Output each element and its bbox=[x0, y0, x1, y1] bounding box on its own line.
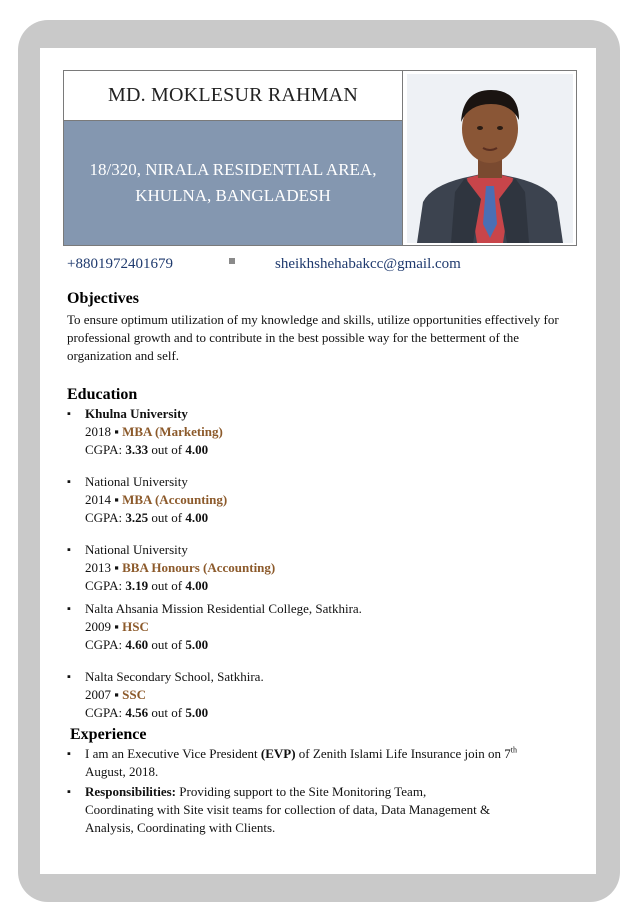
institution-name: Nalta Ahsania Mission Residential College, Satkhira. bbox=[85, 601, 362, 616]
objectives-text: To ensure optimum utilization of my knowledge and skills, utilize opportunities effectively for professional growth and to contribute in the best possible way for the betterment of the organization and self. bbox=[67, 312, 559, 363]
degree-name: HSC bbox=[122, 619, 149, 634]
bullet-mark: ▪ bbox=[67, 476, 71, 488]
contact-line bbox=[67, 256, 577, 276]
candidate-name: MD. MOKLESUR RAHMAN bbox=[64, 71, 403, 121]
education-heading: Education bbox=[67, 386, 138, 403]
institution-name: Nalta Secondary School, Satkhira. bbox=[85, 669, 264, 684]
cgpa-value: 4.60 bbox=[125, 637, 149, 652]
degree-name: MBA (Marketing) bbox=[122, 424, 223, 439]
year-degree-separator: ▪ bbox=[111, 619, 123, 634]
degree-name: SSC bbox=[122, 687, 146, 702]
year-degree-separator: ▪ bbox=[111, 560, 123, 575]
cgpa-out-of: out of bbox=[148, 705, 186, 720]
degree-name: BBA Honours (Accounting) bbox=[122, 560, 276, 575]
address-line-1: 18/320, NIRALA RESIDENTIAL AREA, bbox=[89, 160, 377, 179]
cgpa-value: 3.33 bbox=[125, 442, 149, 457]
cgpa-out-of: out of bbox=[148, 637, 186, 652]
address-line-2: KHULNA, BANGLADESH bbox=[135, 186, 331, 205]
responsibilities-line-1: Providing support to the Site Monitoring Team, bbox=[176, 784, 427, 799]
ordinal-suffix: th bbox=[510, 745, 517, 755]
education-year: 2013 bbox=[85, 560, 111, 575]
institution-name: Khulna University bbox=[85, 406, 188, 421]
cgpa-scale: 4.00 bbox=[185, 442, 209, 457]
cgpa-scale: 5.00 bbox=[185, 705, 209, 720]
cgpa-out-of: out of bbox=[148, 442, 186, 457]
profile-photo bbox=[407, 74, 573, 243]
cgpa-scale: 4.00 bbox=[185, 510, 209, 525]
year-degree-separator: ▪ bbox=[111, 687, 123, 702]
education-year: 2009 bbox=[85, 619, 111, 634]
bullet-mark: ▪ bbox=[67, 786, 71, 798]
bullet-mark: ▪ bbox=[67, 603, 71, 615]
cgpa-label: CGPA: bbox=[85, 510, 126, 525]
experience-text-mid: of Zenith Islami Life Insurance join on 7 bbox=[295, 746, 511, 761]
cgpa-label: CGPA: bbox=[85, 705, 126, 720]
cgpa-value: 3.19 bbox=[125, 578, 149, 593]
bullet-mark: ▪ bbox=[67, 748, 71, 760]
institution-name: National University bbox=[85, 542, 188, 557]
cgpa-out-of: out of bbox=[148, 510, 186, 525]
year-degree-separator: ▪ bbox=[111, 492, 123, 507]
cgpa-scale: 4.00 bbox=[185, 578, 209, 593]
cgpa-value: 3.25 bbox=[125, 510, 149, 525]
responsibilities-line-2: Coordinating with Site visit teams for collection of data, Data Management & bbox=[85, 802, 491, 817]
education-year: 2007 bbox=[85, 687, 111, 702]
bullet-mark: ▪ bbox=[67, 408, 71, 420]
cgpa-out-of: out of bbox=[148, 578, 186, 593]
experience-text-start: I am an Executive Vice President bbox=[85, 746, 261, 761]
profile-photo-image bbox=[407, 74, 573, 243]
year-degree-separator: ▪ bbox=[111, 424, 123, 439]
responsibilities-line-3: Analysis, Coordinating with Clients. bbox=[85, 820, 276, 835]
phone-number[interactable]: +8801972401679 bbox=[67, 256, 173, 272]
institution-name: National University bbox=[85, 474, 188, 489]
bullet-mark: ▪ bbox=[67, 544, 71, 556]
cgpa-label: CGPA: bbox=[85, 442, 126, 457]
email-address[interactable]: sheikhshehabakcc@gmail.com bbox=[275, 256, 461, 272]
cgpa-value: 4.56 bbox=[125, 705, 149, 720]
contact-separator bbox=[229, 258, 235, 264]
experience-role-abbr: (EVP) bbox=[260, 746, 296, 761]
education-year: 2018 bbox=[85, 424, 111, 439]
objectives-heading: Objectives bbox=[67, 290, 139, 307]
address-block bbox=[64, 121, 403, 245]
cgpa-label: CGPA: bbox=[85, 578, 126, 593]
experience-heading: Experience bbox=[70, 726, 147, 743]
cgpa-label: CGPA: bbox=[85, 637, 126, 652]
degree-name: MBA (Accounting) bbox=[122, 492, 228, 507]
bullet-mark: ▪ bbox=[67, 671, 71, 683]
resume-header bbox=[63, 70, 577, 246]
cgpa-scale: 5.00 bbox=[185, 637, 209, 652]
responsibilities-label: Responsibilities: bbox=[85, 784, 177, 799]
experience-date: August, 2018. bbox=[85, 764, 159, 779]
education-year: 2014 bbox=[85, 492, 111, 507]
